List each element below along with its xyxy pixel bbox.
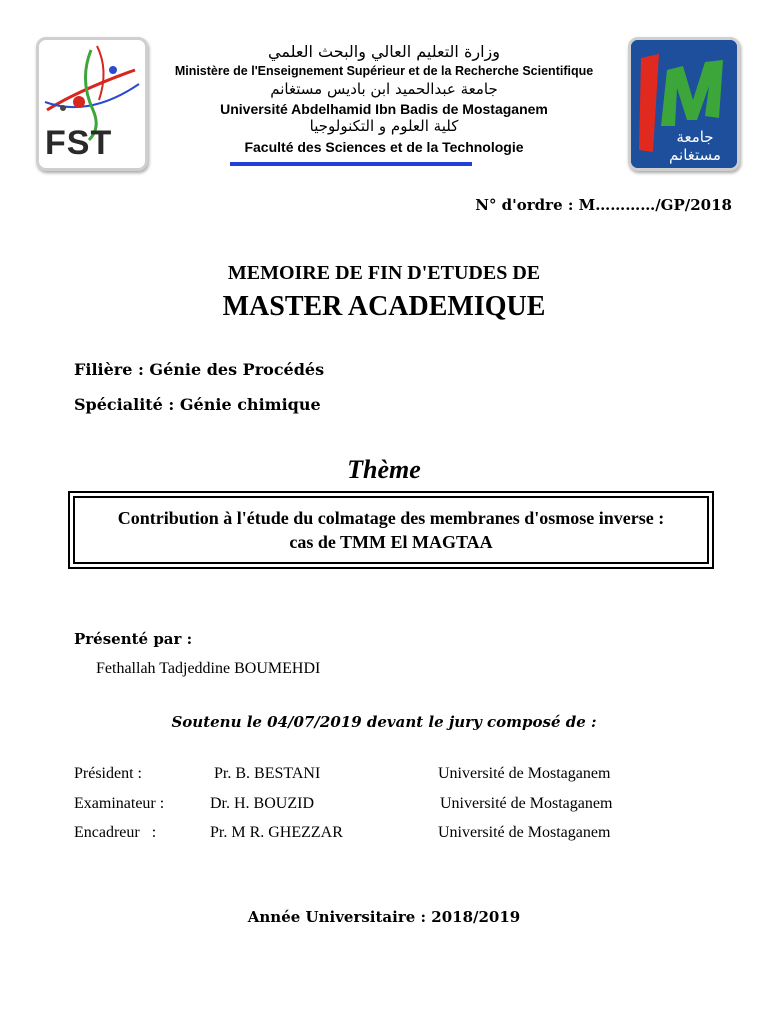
fst-logo-text: FST [45,124,113,162]
theme-heading: Thème [347,455,421,484]
faculty-arabic: كلية العلوم و التكنولوجيا [309,117,459,135]
university-arabic: جامعة عبدالحميد ابن باديس مستغانم [270,80,498,98]
faculty-name: Faculté des Sciences et de la Technologie [244,139,524,155]
jury-institution-president: Université de Mostaganem [438,765,611,782]
jury-role-examiner: Examinateur : [74,795,165,812]
ministry-arabic: وزارة التعليم العالي والبحث العلمي [268,42,500,61]
jury-role-supervisor: Encadreur : [74,824,157,841]
university-logo [628,37,740,171]
presented-by-label: Présenté par : [74,630,193,648]
filiere: Filière : Génie des Procédés [74,360,325,379]
author-name: Fethallah Tadjeddine BOUMEHDI [96,660,321,677]
jury-role-president: Président : [74,765,142,782]
theme-box [68,491,714,569]
theme-line-2: cas de TMM El MAGTAA [289,532,493,552]
defense-statement: Soutenu le 04/07/2019 devant le jury composé de : [171,713,597,731]
university-logo-text: جامعة مستغانم [669,128,721,164]
fst-logo [36,37,148,171]
memoire-title: MEMOIRE DE FIN D'ETUDES DE [227,262,541,284]
master-title: MASTER ACADEMIQUE [222,291,546,322]
ministry-name: Ministère de l'Enseignement Supérieur et de la Recherche Scientifique [174,64,594,78]
academic-year: Année Universitaire : 2018/2019 [247,908,521,926]
theme-line-1: Contribution à l'étude du colmatage des membranes d'osmose inverse : [117,508,665,528]
jury-institution-supervisor: Université de Mostaganem [438,824,611,841]
order-number: N° d'ordre : M…………/GP/2018 [475,196,732,214]
jury-name-supervisor: Pr. M R. GHEZZAR [210,824,343,841]
jury-name-president: Pr. B. BESTANI [214,765,321,782]
jury-institution-examiner: Université de Mostaganem [440,795,613,812]
header-divider [230,162,472,166]
jury-name-examiner: Dr. H. BOUZID [210,795,314,812]
university-name: Université Abdelhamid Ibn Badis de Mostaganem [220,101,548,117]
specialite: Spécialité : Génie chimique [74,395,321,414]
